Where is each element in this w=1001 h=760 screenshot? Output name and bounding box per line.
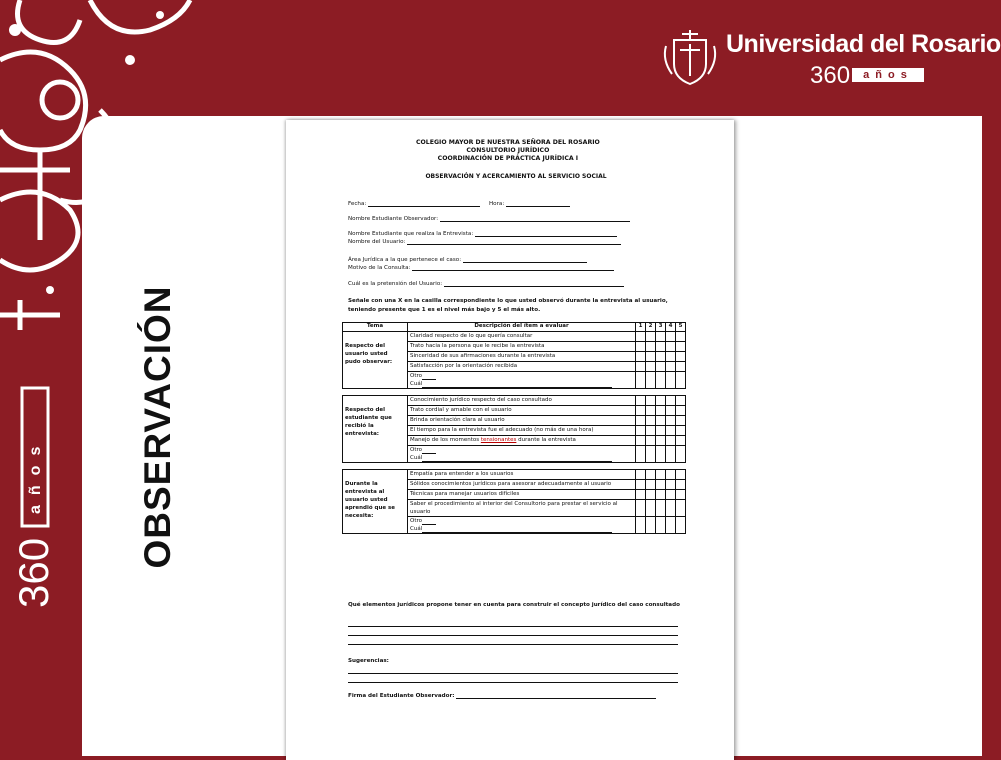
score-cell[interactable] — [656, 416, 666, 426]
item-text: Manejo de los momentos — [410, 437, 481, 443]
item-description: Trato cordial y amable con el usuario — [408, 406, 636, 416]
score-cell[interactable] — [646, 342, 656, 352]
score-cell[interactable] — [666, 490, 676, 500]
firma-label: Firma del Estudiante Observador: — [348, 693, 455, 699]
score-cell[interactable] — [636, 406, 646, 416]
score-cell[interactable] — [676, 332, 686, 342]
score-cell[interactable] — [646, 416, 656, 426]
score-cell[interactable] — [656, 362, 666, 372]
item-description: Empatía para entender a los usuarios — [408, 470, 636, 480]
score-cell[interactable] — [636, 490, 646, 500]
years-number: 360 — [810, 62, 851, 89]
item-description: Claridad respecto de lo que quería consultar — [408, 332, 636, 342]
area-label: Área Jurídica a la que pertenece el caso: — [348, 257, 462, 263]
item-description: Brinda orientación clara al usuario — [408, 416, 636, 426]
score-cell[interactable] — [656, 396, 666, 406]
observation-form — [286, 120, 734, 760]
form-header-line: CONSULTORIO JURÍDICO — [466, 147, 550, 154]
score-cell[interactable] — [656, 406, 666, 416]
score-cell[interactable] — [656, 517, 666, 534]
score-cell[interactable] — [676, 342, 686, 352]
score-cell[interactable] — [676, 480, 686, 490]
score-cell[interactable] — [666, 342, 676, 352]
score-cell[interactable] — [676, 436, 686, 446]
score-header: 4 — [666, 323, 676, 332]
section-gap — [343, 463, 686, 470]
score-cell[interactable] — [666, 362, 676, 372]
score-cell[interactable] — [676, 426, 686, 436]
motivo-field — [348, 264, 614, 271]
score-cell[interactable] — [666, 372, 676, 389]
item-description — [408, 436, 636, 446]
score-cell[interactable] — [636, 332, 646, 342]
score-cell[interactable] — [646, 517, 656, 534]
cual-line — [410, 454, 633, 462]
otro-cual-cell — [408, 446, 636, 463]
years-word: años — [852, 68, 924, 82]
entrevista-field — [348, 230, 617, 237]
form-subtitle: OBSERVACIÓN Y ACERCAMIENTO AL SERVICIO SOCIAL — [425, 173, 607, 180]
otro-label: Otro — [410, 447, 422, 453]
score-cell[interactable] — [646, 490, 656, 500]
cual-line — [410, 525, 633, 533]
usuario-label: Nombre del Usuario: — [348, 239, 406, 245]
firma-field — [348, 692, 656, 699]
hora-label: Hora: — [488, 201, 505, 207]
otro-line — [410, 517, 633, 525]
score-cell[interactable] — [676, 372, 686, 389]
item-description: Sinceridad de sus afirmaciones durante la entrevista — [408, 352, 636, 362]
score-cell[interactable] — [666, 416, 676, 426]
score-cell[interactable] — [676, 517, 686, 534]
score-cell[interactable] — [666, 332, 676, 342]
score-cell[interactable] — [646, 396, 656, 406]
score-cell[interactable] — [676, 396, 686, 406]
score-cell[interactable] — [636, 416, 646, 426]
section-gap — [343, 389, 686, 396]
score-cell[interactable] — [636, 372, 646, 389]
university-name: Universidad del Rosario — [726, 30, 1001, 58]
score-cell[interactable] — [646, 372, 656, 389]
score-cell[interactable] — [656, 500, 666, 517]
item-description: Saber el procedimiento al interior del Consultorio para prestar el servicio al usuario — [408, 500, 636, 517]
score-cell[interactable] — [636, 480, 646, 490]
score-cell[interactable] — [666, 436, 676, 446]
observador-label: Nombre Estudiante Observador: — [348, 216, 439, 222]
score-cell[interactable] — [646, 352, 656, 362]
score-cell[interactable] — [646, 446, 656, 463]
score-header: 2 — [646, 323, 656, 332]
score-cell[interactable] — [656, 332, 666, 342]
score-cell[interactable] — [646, 332, 656, 342]
section-theme: Respecto del estudiante que recibió la entrevista: — [343, 396, 408, 463]
sugerencias-lines — [348, 665, 678, 683]
score-cell[interactable] — [666, 406, 676, 416]
legal-elements-question: Qué elementos jurídicos propone tener en cuenta para construir el concepto jurídico del caso consultado — [348, 602, 680, 608]
form-instructions: Señale con una X en la casilla correspondiente lo que usted observó durante la entrevista al usuario, teniendo presente que 1 es el nivel más bajo y 5 el más alto. — [348, 298, 668, 313]
score-cell[interactable] — [656, 490, 666, 500]
table-row — [343, 470, 686, 480]
score-cell[interactable] — [656, 372, 666, 389]
pretension-label: Cuál es la pretensión del Usuario: — [348, 281, 443, 287]
cual-label: Cuál — [410, 455, 423, 461]
cual-label: Cuál — [410, 381, 423, 387]
anniversary-ribbon — [0, 380, 90, 650]
otro-line — [410, 372, 633, 380]
answer-lines — [348, 618, 678, 645]
score-cell[interactable] — [646, 436, 656, 446]
table-header-row — [343, 323, 686, 332]
otro-label: Otro — [410, 373, 422, 379]
cual-line — [410, 380, 633, 388]
otro-cual-cell — [408, 517, 636, 534]
score-cell[interactable] — [646, 362, 656, 372]
score-header: 1 — [636, 323, 646, 332]
score-cell[interactable] — [636, 396, 646, 406]
crest-icon — [660, 26, 720, 88]
score-cell[interactable] — [646, 406, 656, 416]
score-cell[interactable] — [636, 470, 646, 480]
item-description: Conocimiento jurídico respecto del caso consultado — [408, 396, 636, 406]
slide-title — [118, 272, 198, 582]
score-cell[interactable] — [636, 342, 646, 352]
table-row — [343, 332, 686, 342]
score-cell[interactable] — [676, 406, 686, 416]
motivo-label: Motivo de la Consulta: — [348, 265, 411, 271]
score-cell[interactable] — [666, 517, 676, 534]
score-cell[interactable] — [666, 396, 676, 406]
score-cell[interactable] — [656, 342, 666, 352]
score-cell[interactable] — [636, 352, 646, 362]
usuario-field — [348, 238, 621, 245]
sugerencias-label: Sugerencias: — [348, 658, 389, 664]
item-description: Trato hacia la persona que le recibe la entrevista — [408, 342, 636, 352]
form-header — [416, 139, 600, 163]
score-cell[interactable] — [636, 426, 646, 436]
item-text: durante la entrevista — [516, 437, 576, 443]
university-logo — [660, 26, 1001, 90]
form-header-line: COLEGIO MAYOR DE NUESTRA SEÑORA DEL ROSARIO — [416, 139, 600, 146]
score-cell[interactable] — [636, 500, 646, 517]
score-cell[interactable] — [646, 500, 656, 517]
item-description: Sólidos conocimientos jurídicos para asesorar adecuadamente al usuario — [408, 480, 636, 490]
score-cell[interactable] — [676, 446, 686, 463]
score-cell[interactable] — [666, 500, 676, 517]
score-cell[interactable] — [676, 352, 686, 362]
fecha-field — [348, 200, 570, 207]
table-row — [343, 396, 686, 406]
score-cell[interactable] — [656, 352, 666, 362]
item-description: Técnicas para manejar usuarios difíciles — [408, 490, 636, 500]
area-field — [348, 256, 587, 263]
score-cell[interactable] — [676, 416, 686, 426]
score-cell[interactable] — [646, 480, 656, 490]
score-cell[interactable] — [666, 426, 676, 436]
entrevista-label: Nombre Estudiante que realiza la Entrevista: — [348, 231, 474, 237]
score-cell[interactable] — [636, 517, 646, 534]
section-theme: Durante la entrevista al usuario usted aprendió que se necesita: — [343, 470, 408, 534]
form-header-line: COORDINACIÓN DE PRÁCTICA JURÍDICA I — [437, 155, 579, 162]
score-cell[interactable] — [636, 446, 646, 463]
score-cell[interactable] — [656, 426, 666, 436]
score-cell[interactable] — [666, 446, 676, 463]
score-cell[interactable] — [656, 480, 666, 490]
ribbon-number: 360 — [10, 537, 57, 608]
fecha-label: Fecha: — [348, 201, 367, 207]
item-description: Satisfacción por la orientación recibida — [408, 362, 636, 372]
tema-header: Tema — [343, 323, 408, 332]
score-cell[interactable] — [666, 480, 676, 490]
otro-line — [410, 446, 633, 454]
evaluation-table — [342, 322, 686, 534]
marked-word: tensionantes — [480, 437, 517, 443]
section-theme: Respecto del usuario usted pudo observar: — [343, 332, 408, 389]
score-cell[interactable] — [666, 470, 676, 480]
item-description: El tiempo para la entrevista fue el adecuado (no más de una hora) — [408, 426, 636, 436]
score-cell[interactable] — [646, 426, 656, 436]
score-cell[interactable] — [676, 470, 686, 480]
score-header: 5 — [676, 323, 686, 332]
slide-title-text: OBSERVACIÓN — [137, 285, 178, 569]
observador-field — [348, 215, 630, 222]
score-cell[interactable] — [646, 470, 656, 480]
score-cell[interactable] — [676, 500, 686, 517]
score-cell[interactable] — [636, 362, 646, 372]
score-cell[interactable] — [656, 470, 666, 480]
score-cell[interactable] — [666, 352, 676, 362]
otro-label: Otro — [410, 518, 422, 524]
score-cell[interactable] — [656, 446, 666, 463]
ribbon-text: años — [27, 436, 44, 514]
descripcion-header: Descripción del ítem a evaluar — [408, 323, 636, 332]
score-cell[interactable] — [636, 436, 646, 446]
score-cell[interactable] — [676, 490, 686, 500]
score-cell[interactable] — [676, 362, 686, 372]
otro-cual-cell — [408, 372, 636, 389]
pretension-field — [348, 280, 624, 287]
score-header: 3 — [656, 323, 666, 332]
score-cell[interactable] — [656, 436, 666, 446]
cual-label: Cuál — [410, 526, 423, 532]
